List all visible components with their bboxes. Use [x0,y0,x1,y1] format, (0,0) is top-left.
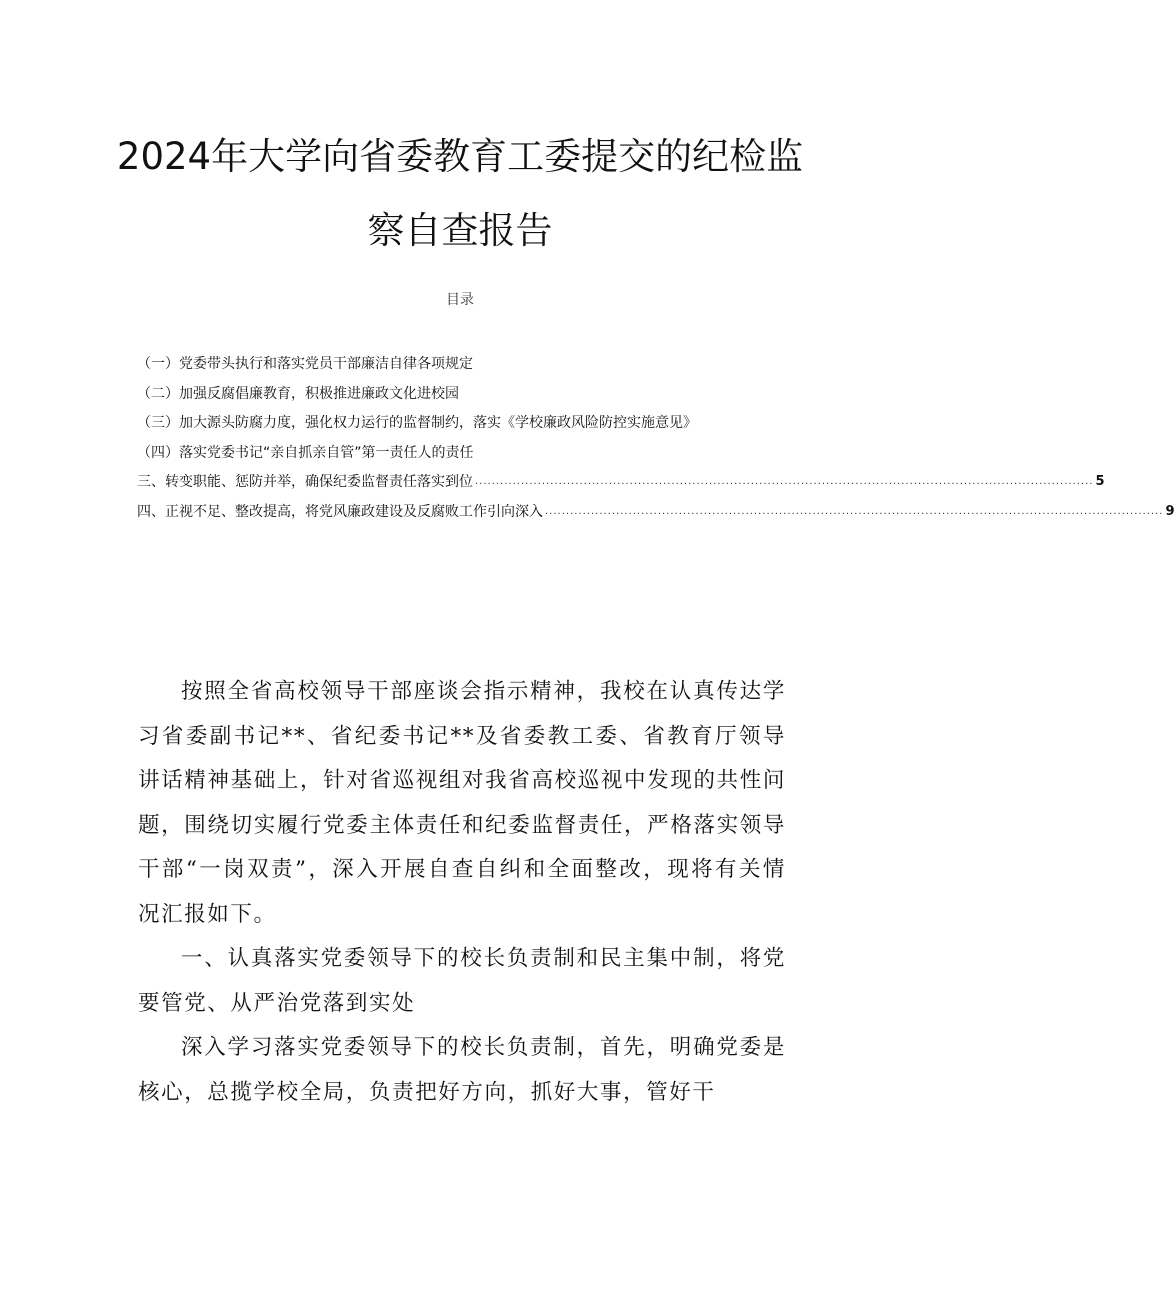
toc-item-text: （三）加大源头防腐力度，强化权力运行的监督制约，落实《学校廉政风险防控实施意见》 [137,415,697,431]
toc-item[interactable] [137,384,773,414]
toc-item-text: （二）加强反腐倡廉教育，积极推进廉政文化进校园 [137,385,459,402]
toc-item[interactable] [137,443,773,473]
toc-leader-dots: .................................................................................................................................................... [475,476,1094,487]
toc-item-text: 四、正视不足、整改提高，将党风廉政建设及反腐败工作引向深入 [137,503,543,520]
toc-item-text: （一）党委带头执行和落实党员干部廉洁自律各项规定 [137,356,473,372]
table-of-contents [137,354,1175,531]
toc-page-number: 5 [1095,474,1105,489]
section-heading: 一、认真落实党委领导下的校长负责制和民主集中制，将党要管党、从严治党落到实处 [138,946,786,1016]
toc-item-text: （四）落实党委书记“亲自抓亲自管”第一责任人的责任 [137,444,474,461]
toc-page-number: 9 [1165,503,1175,519]
toc-item[interactable] [137,472,1105,502]
document-body [138,670,786,1115]
toc-item[interactable] [137,413,773,443]
document-title-line-2: 察自查报告 [367,209,553,252]
toc-item-text: 三、转变职能、惩防并举，确保纪委监督责任落实到位 [137,474,473,490]
toc-heading: 目录 [446,292,474,308]
toc-leader-dots: .................................................................................................................................................... [545,505,1164,517]
body-paragraph: 深入学习落实党委领导下的校长负责制，首先，明确党委是核心，总揽学校全局，负责把好方向，抓好大事，管好干 [138,1035,786,1105]
toc-item[interactable] [137,354,773,384]
toc-item[interactable] [137,502,1175,532]
body-paragraph: 按照全省高校领导干部座谈会指示精神，我校在认真传达学习省委副书记**、省纪委书记**及省委教工委、省教育厅领导讲话精神基础上，针对省巡视组对我省高校巡视中发现的共性问题，围绕切实履行党委主体责任和纪委监督责任，严格落实领导干部“一岗双责”，深入开展自查自纠和全面整改，现将有关情况汇报如下。 [138,679,786,927]
document-title-line-1: 2024年大学向省委教育工委提交的纪检监 [116,135,804,178]
